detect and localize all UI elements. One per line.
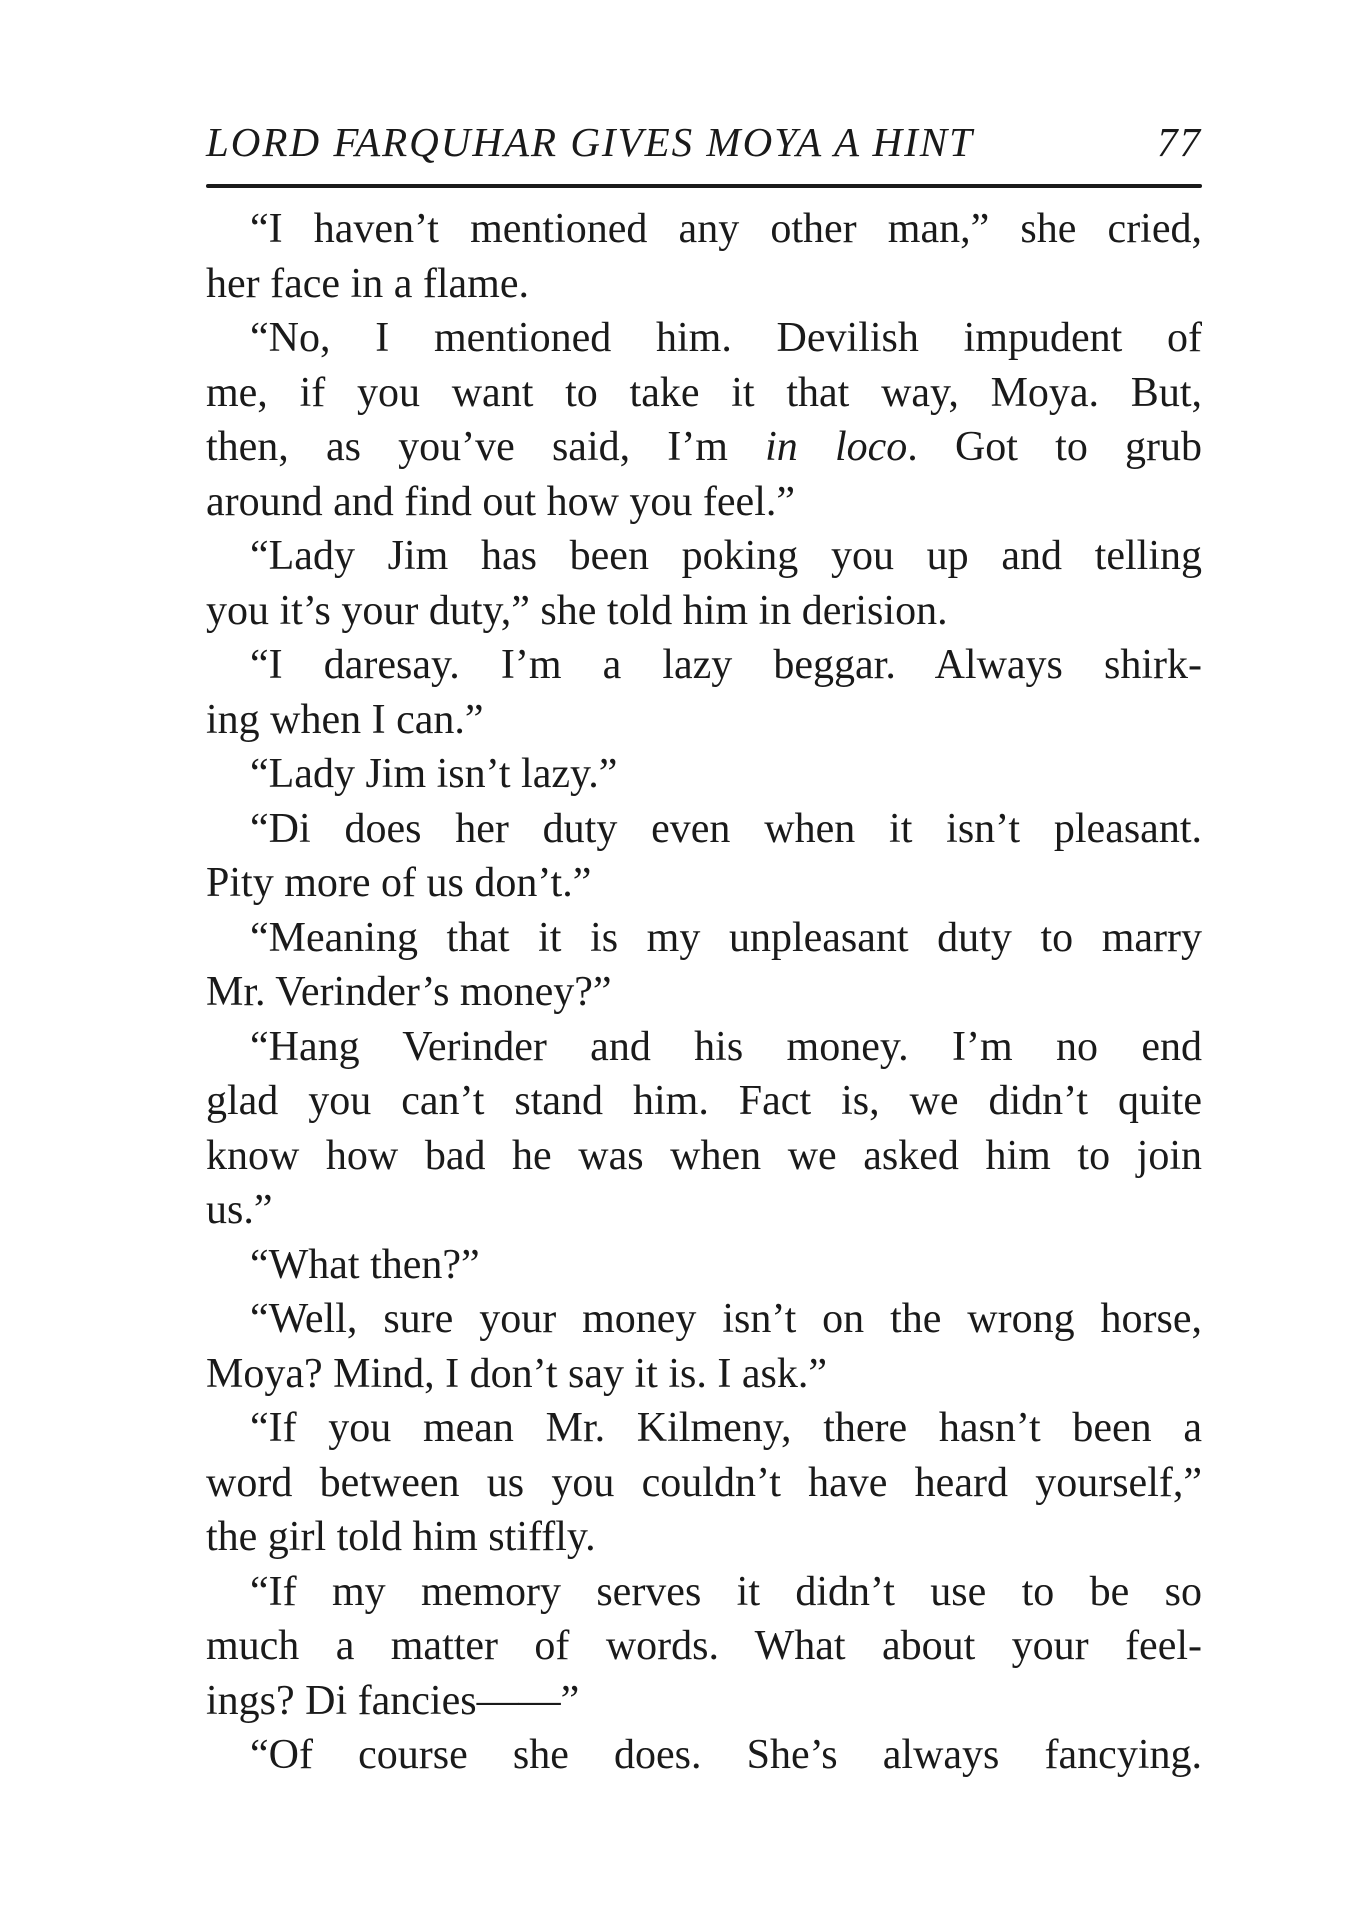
header-rule [206, 184, 1202, 188]
paragraph [206, 638, 1202, 747]
paragraph [206, 311, 1202, 529]
text-line: then, as you’ve said, I’m in loco. Got to grub [206, 424, 1202, 470]
text-line: us.” [206, 1187, 273, 1233]
text-line: “Lady Jim has been poking you up and telling [250, 533, 1202, 579]
text-line: Pity more of us don’t.” [206, 860, 592, 906]
paragraph [206, 802, 1202, 911]
paragraph [206, 1401, 1202, 1565]
running-head-title: LORD FARQUHAR GIVES MOYA A HINT [206, 119, 974, 165]
paragraph [206, 1238, 1202, 1293]
paragraph [206, 911, 1202, 1020]
paragraph [206, 202, 1202, 311]
text-line: know how bad he was when we asked him to join [206, 1132, 1202, 1179]
paragraph [206, 747, 1202, 802]
text-line: “Meaning that it is my unpleasant duty to marry [250, 914, 1202, 961]
text-line: you it’s your duty,” she told him in derision. [206, 587, 948, 634]
text-line: “What then?” [250, 1241, 480, 1288]
text-line: “If you mean Mr. Kilmeny, there hasn’t been a [250, 1405, 1202, 1451]
text-line: ing when I can.” [206, 696, 484, 743]
text-line: “If my memory serves it didn’t use to be so [250, 1568, 1202, 1615]
text-line: “I haven’t mentioned any other man,” she cried, [250, 206, 1202, 252]
text-line: Moya? Mind, I don’t say it is. I ask.” [206, 1350, 827, 1397]
text-line: Mr. Verinder’s money?” [206, 969, 612, 1015]
text-line: “Di does her duty even when it isn’t pleasant. [250, 805, 1202, 852]
paragraph [206, 1292, 1202, 1401]
text-line: much a matter of words. What about your feel- [206, 1623, 1202, 1669]
text-line: around and find out how you feel.” [206, 478, 796, 525]
paragraph [206, 1020, 1202, 1238]
text-line: her face in a flame. [206, 260, 529, 307]
body-text [206, 202, 1202, 1783]
page-number: 77 [1157, 119, 1202, 165]
text-line: ings? Di fancies——” [206, 1677, 580, 1724]
text-line: “Of course she does. She’s always fancying. [250, 1732, 1202, 1778]
paragraph [206, 1728, 1202, 1783]
text-line: “I daresay. I’m a lazy beggar. Always shirk- [250, 642, 1202, 688]
running-head [206, 118, 1202, 180]
text-line: word between us you couldn’t have heard yourself,” [206, 1459, 1202, 1506]
text-line: glad you can’t stand him. Fact is, we didn’t quite [206, 1078, 1202, 1124]
paragraph [206, 1565, 1202, 1729]
text-line: “Hang Verinder and his money. I’m no end [250, 1023, 1202, 1070]
text-line: me, if you want to take it that way, Moya. But, [206, 369, 1202, 416]
text-line: “No, I mentioned him. Devilish impudent of [250, 315, 1202, 361]
text-line: the girl told him stiffly. [206, 1514, 596, 1560]
text-line: “Well, sure your money isn’t on the wrong horse, [250, 1296, 1202, 1342]
book-page [206, 118, 1202, 1783]
text-line: “Lady Jim isn’t lazy.” [250, 751, 618, 797]
paragraph [206, 529, 1202, 638]
